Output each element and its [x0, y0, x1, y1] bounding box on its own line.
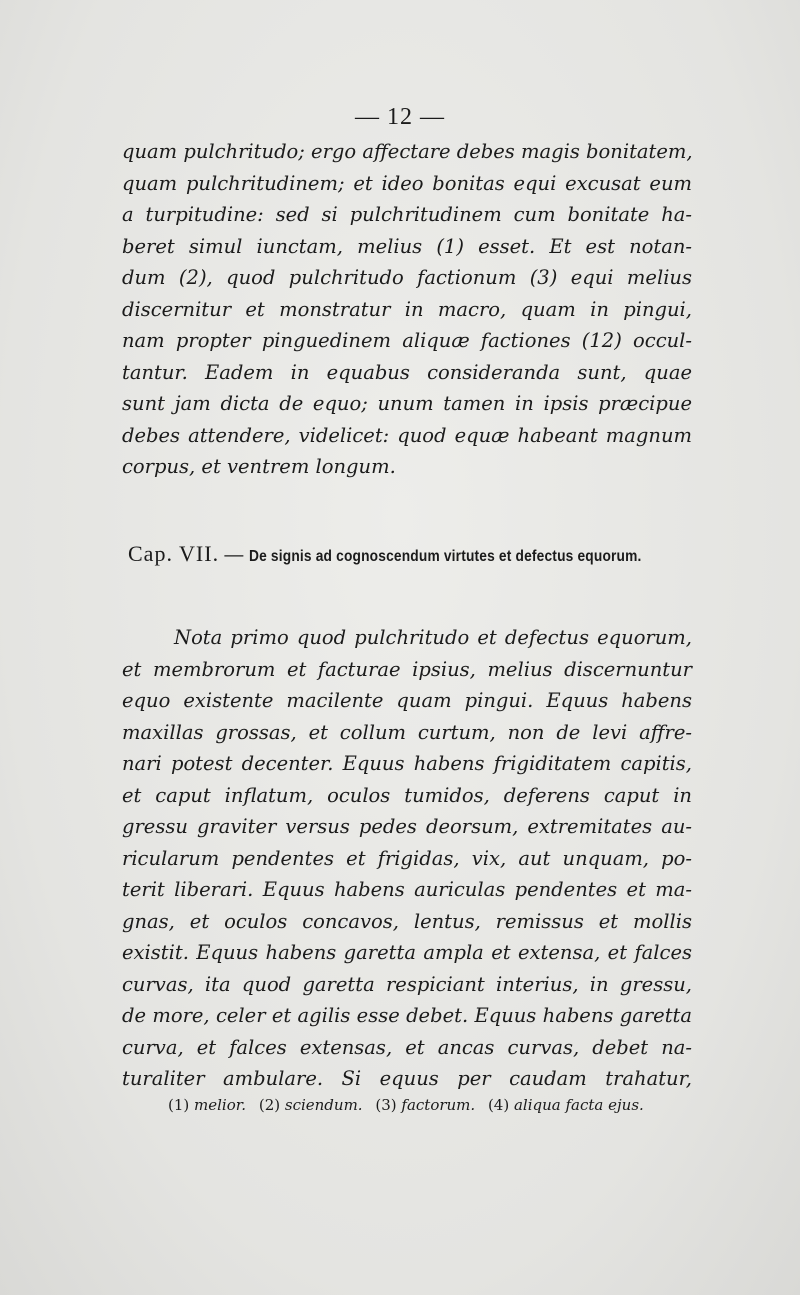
text-line: curva, et falces extensas, et ancas curvas, debet na- [122, 1035, 692, 1059]
footnote-text: aliqua facta ejus. [513, 1096, 644, 1114]
chapter-dash: — [224, 545, 244, 566]
text-line: gressu graviter versus pedes deorsum, extremitates au- [122, 815, 692, 838]
main-paragraph [122, 622, 692, 1095]
footnote-number: (4) [487, 1096, 510, 1114]
footnote-text: melior. [194, 1096, 247, 1114]
footnote [168, 1096, 246, 1114]
text-line: debes attendere, videlicet: quod equæ habeant magnum [122, 423, 692, 447]
text-line: gnas, et oculos concavos, lentus, remissus et mollis [122, 909, 692, 933]
text-line: nari potest decenter. Equus habens frigiditatem capitis, [122, 752, 692, 775]
footnote-text: factorum. [401, 1096, 476, 1114]
text-line: tantur. Eadem in equabus consideranda sunt, quae [122, 360, 692, 384]
text-line: corpus, et ventrem longum. [122, 455, 396, 478]
footnote [259, 1096, 363, 1114]
footnote [488, 1096, 644, 1114]
text-line: et caput inflatum, oculos tumidos, deferens caput in [122, 783, 692, 807]
text-line: beret simul iunctam, melius (1) esset. Et est notan- [122, 234, 692, 258]
text-line: de more, celer et agilis esse debet. Equus habens garetta [122, 1004, 692, 1027]
text-line: discernitur et monstratur in macro, quam in pingui, [122, 297, 692, 321]
text-line: ricularum pendentes et frigidas, vix, aut unquam, po- [122, 846, 692, 870]
footnote [375, 1096, 475, 1114]
text-line: quam pulchritudo; ergo affectare debes magis bonitatem, [122, 140, 693, 163]
chapter-title: De signis ad cognoscendum virtutes et defectus equorum. [248, 548, 642, 565]
text-line: a turpitudine: sed si pulchritudinem cum bonitate ha- [122, 203, 692, 226]
text-line: et membrorum et facturae ipsius, melius discernuntur [122, 657, 692, 681]
footnote-number: (2) [258, 1096, 281, 1114]
text-line: sunt jam dicta de equo; unum tamen in ipsis præcipue [122, 392, 692, 415]
text-line: maxillas grossas, et collum curtum, non de levi affre- [122, 720, 692, 744]
page-number: — 12 — [355, 104, 445, 130]
text-line: dum (2), quod pulchritudo factionum (3) equi melius [122, 266, 692, 289]
footnote-text: sciendum. [284, 1096, 363, 1114]
text-line: nam propter pinguedinem aliquæ factiones (12) occul- [122, 329, 692, 352]
text-line: terit liberari. Equus habens auriculas pendentes et ma- [122, 878, 692, 901]
text-line: existit. Equus habens garetta ampla et extensa, et falces [122, 941, 692, 964]
footnote-number: (1) [168, 1096, 190, 1114]
chapter-heading [128, 541, 698, 567]
top-paragraph [122, 136, 692, 483]
text-line: equo existente macilente quam pingui. Equus habens [122, 689, 692, 712]
footnotes [168, 1096, 688, 1114]
text-line: quam pulchritudinem; et ideo bonitas equi excusat eum [122, 171, 692, 195]
chapter-number: Cap. VII. [128, 541, 220, 566]
text-line: turaliter ambulare. Si equus per caudam trahatur, [122, 1067, 692, 1090]
text-line: Nota primo quod pulchritudo et defectus equorum, [174, 626, 692, 649]
text-line: curvas, ita quod garetta respiciant interius, in gressu, [122, 972, 692, 996]
footnote-number: (3) [375, 1096, 397, 1114]
